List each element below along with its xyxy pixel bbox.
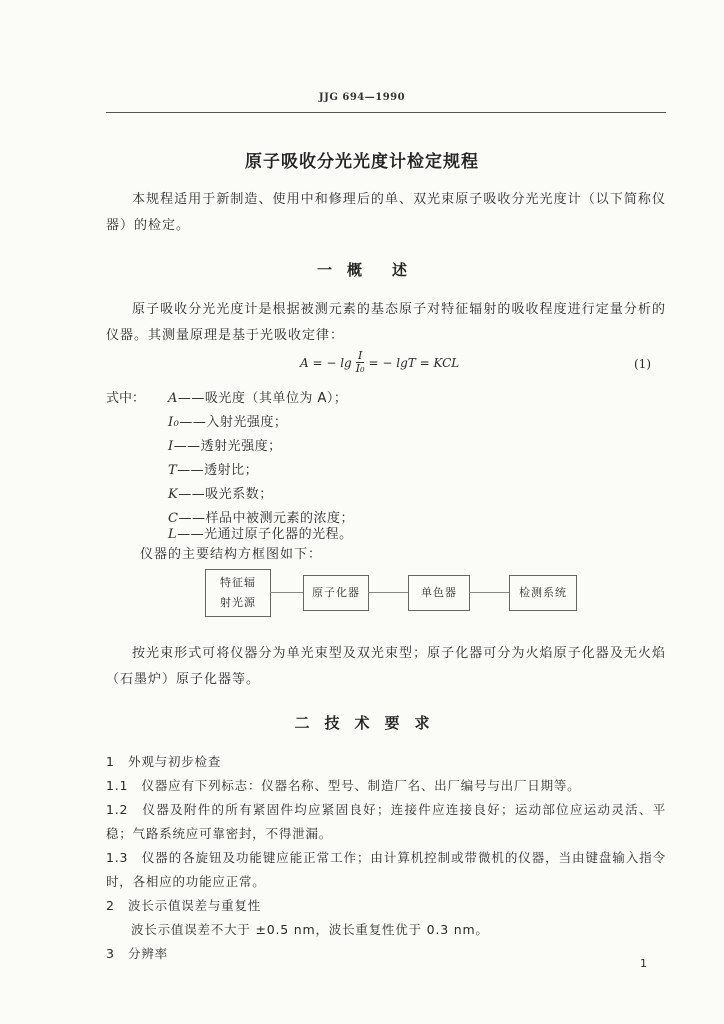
definition-text: ——透射比； [177,463,259,478]
formula-denominator: I₀ [355,362,365,375]
requirement-item: 1.1 仪器应有下列标志：仪器名称、型号、制造厂名、出厂编号与出厂日期等。 [106,778,581,793]
definition-symbol: K [168,487,179,502]
absorbance-formula [300,350,459,375]
section-heading-overview: 一 概 述 [316,261,407,279]
requirement-item: 1 外观与初步检查 [106,754,222,769]
diagram-connector [368,592,408,593]
definition-item [168,459,258,478]
where-label: 式中： [106,391,146,406]
diagram-box-monochromator: 单色器 [408,575,470,611]
formula-lhs: A = − lg [300,355,352,370]
requirement-item: 波长示值误差不大于 ±0.5 nm，波长重复性优于 0.3 nm。 [131,922,489,937]
definition-text: ——光通过原子化器的光程。 [177,527,353,542]
definition-text: ——透射光强度； [173,439,282,454]
definition-symbol: I [168,439,174,454]
formula-numerator: I [357,349,363,362]
definition-item [168,411,287,430]
diagram-caption: 仪器的主要结构方框图如下： [140,547,323,562]
requirement-item: 1.3 仪器的各旋钮及功能键应能正常工作；由计算机控制或带微机的仪器，当由键盘输入指令时，各相应的功能应正常。 [106,850,666,889]
overview-paragraph: 原子吸收分光光度计是根据被测元素的基态原子对特征辐射的吸收程度进行定量分析的仪器。其测量原理是基于光吸收定律： [106,302,666,343]
definition-symbol: T [168,463,178,478]
definition-item [168,523,353,542]
definition-symbol: I₀ [168,415,180,430]
formula-rhs: = − lgT = KCL [368,355,460,370]
requirement-item: 1.2 仪器及附件的所有紧固件均应紧固良好；连接件应连接良好；运动部位应运动灵活、平稳；气路系统应可靠密封，不得泄漏。 [106,802,666,841]
definition-item [168,435,282,454]
definition-symbol: L [168,527,178,542]
definition-symbol: A [168,391,178,406]
box-label-line: 特征辐 [220,576,256,589]
definition-item [168,483,273,502]
diagram-connector [469,592,509,593]
definition-text: ——吸光系数； [178,487,273,502]
page-number: 1 [640,957,647,970]
definition-text: ——样品中被测元素的浓度； [178,511,354,526]
requirement-item: 2 波长示值误差与重复性 [106,898,262,913]
document-title: 原子吸收分光光度计检定规程 [245,152,479,172]
diagram-box-light-source [205,569,271,617]
box-label-line: 射光源 [220,596,256,609]
intro-paragraph: 本规程适用于新制造、使用中和修理后的单、双光束原子吸收分光光度计（以下简称仪器）的检定。 [106,192,666,233]
equation-number: (1) [634,357,651,371]
diagram-box-detector: 检测系统 [509,575,577,611]
diagram-connector [270,592,303,593]
header-rule [106,112,666,113]
requirement-item: 3 分辨率 [106,946,168,961]
section-heading-requirements: 二 技 术 要 求 [294,714,430,732]
formula-fraction [356,350,365,375]
definition-symbol: C [168,511,179,526]
definition-text: ——吸光度（其单位为 A）； [177,391,348,406]
definition-item [168,387,347,406]
standard-code: JJG 694—1990 [318,92,406,103]
definition-text: ——入射光强度； [179,415,288,430]
classification-paragraph: 按光束形式可将仪器分为单光束型及双光束型；原子化器可分为火焰原子化器及无火焰（石墨炉）原子化器等。 [106,646,666,687]
diagram-box-atomizer: 原子化器 [303,575,369,611]
